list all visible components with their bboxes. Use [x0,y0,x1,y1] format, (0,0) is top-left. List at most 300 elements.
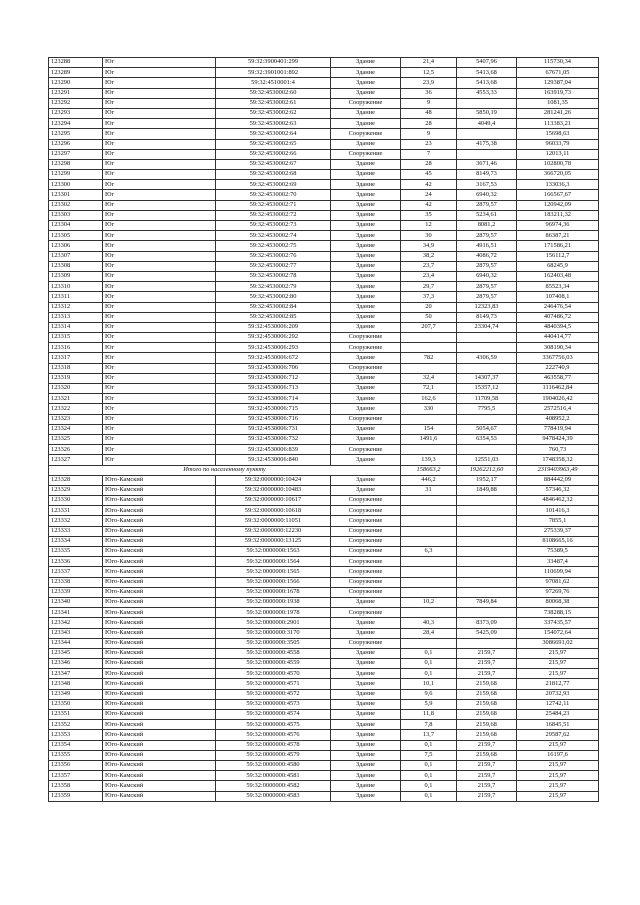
cell-object-type: Здание [331,108,401,118]
table-row [49,159,599,169]
cell-settlement: Юго-Камский [103,485,216,495]
cell-object-type: Здание [331,282,401,292]
cell-area: 162,6 [401,394,457,404]
cell-area: 31 [401,485,457,495]
table-row [49,434,599,444]
cell-area [401,526,457,536]
cell-settlement: Юг [103,210,216,220]
table-row [49,424,599,434]
cell-cadastral-number: 59:32:0000000:1565 [216,567,331,577]
cell-area: 28,4 [401,628,457,638]
table-row [49,88,599,98]
cell-cadastral-value: 1748358,32 [517,455,599,465]
cell-settlement: Юго-Камский [103,547,216,557]
table-row [49,679,599,689]
cell-cadastral-value: 156112,7 [517,251,599,261]
cell-cadastral-number: 59:32:0000000:4574 [216,710,331,720]
cell-area: 35 [401,210,457,220]
cell-object-type: Здание [331,710,401,720]
cell-row-number: 123288 [49,58,103,68]
cell-cadastral-number: 59:32:3900401:299 [216,58,331,68]
cell-object-type: Сооружение [331,149,401,159]
cell-cadastral-value: 308190,34 [517,343,599,353]
cell-settlement: Юго-Камский [103,587,216,597]
cell-object-type: Здание [331,689,401,699]
cell-unit-price: 1849,88 [457,485,517,495]
cell-object-type: Здание [331,791,401,801]
table-row [49,669,599,679]
table-row [49,659,599,669]
cell-cadastral-value: 2572516,4 [517,404,599,414]
cell-area: 23,4 [401,271,457,281]
cell-object-type: Здание [331,475,401,485]
cell-unit-price: 2159,7 [457,669,517,679]
cell-row-number: 123346 [49,659,103,669]
table-row [49,608,599,618]
cell-area: 5,9 [401,699,457,709]
cell-settlement: Юг [103,363,216,373]
table-section-yugo-kamsky [49,475,599,801]
cell-settlement: Юго-Камский [103,669,216,679]
cell-area: 207,7 [401,322,457,332]
cell-unit-price [457,536,517,546]
cell-cadastral-value: 215,97 [517,781,599,791]
cell-settlement: Юго-Камский [103,536,216,546]
cell-row-number: 123356 [49,760,103,770]
cell-unit-price [457,557,517,567]
cell-unit-price: 2159,68 [457,699,517,709]
cell-area: 40,3 [401,618,457,628]
cell-cadastral-number: 59:32:4530002:64 [216,129,331,139]
cell-cadastral-number: 59:32:0000000:4583 [216,791,331,801]
cell-cadastral-value: 1116462,84 [517,384,599,394]
cell-settlement: Юг [103,292,216,302]
cell-object-type: Здание [331,210,401,220]
cell-unit-price [457,129,517,139]
table-row [49,567,599,577]
cell-area: 42 [401,200,457,210]
table-row [49,485,599,495]
cell-unit-price [457,577,517,587]
cell-cadastral-value: 215,97 [517,771,599,781]
cell-settlement: Юг [103,333,216,343]
cell-unit-price: 8373,09 [457,618,517,628]
table-row [49,394,599,404]
cell-settlement: Юго-Камский [103,557,216,567]
cell-object-type: Здание [331,221,401,231]
cell-settlement: Юго-Камский [103,699,216,709]
cell-area [401,333,457,343]
cell-cadastral-value: 107408,1 [517,292,599,302]
cell-unit-price: 2159,68 [457,720,517,730]
table-row [49,282,599,292]
cell-cadastral-number: 59:32:0000000:4580 [216,760,331,770]
cell-object-type: Здание [331,648,401,658]
cell-cadastral-number: 59:32:4530006:714 [216,394,331,404]
cell-row-number: 123336 [49,557,103,567]
cell-area [401,577,457,587]
cell-row-number: 123344 [49,638,103,648]
cell-unit-price: 5054,67 [457,424,517,434]
cell-settlement: Юго-Камский [103,506,216,516]
cell-row-number: 123319 [49,373,103,383]
cell-cadastral-value: 463558,77 [517,373,599,383]
subtotal-value: 2319403963,49 [517,465,599,475]
cell-row-number: 123335 [49,547,103,557]
cell-cadastral-number: 59:32:0000000:4581 [216,771,331,781]
cell-row-number: 123355 [49,750,103,760]
cell-cadastral-value: 171586,21 [517,241,599,251]
cell-settlement: Юго-Камский [103,577,216,587]
cell-row-number: 123324 [49,424,103,434]
cell-row-number: 123341 [49,608,103,618]
table-row [49,241,599,251]
table-row [49,251,599,261]
table-row [49,210,599,220]
cell-object-type: Здание [331,322,401,332]
cell-cadastral-value: 166567,67 [517,190,599,200]
cell-object-type: Здание [331,485,401,495]
cell-row-number: 123306 [49,241,103,251]
cell-area: 45 [401,170,457,180]
table-row [49,58,599,68]
cell-cadastral-value: 29587,62 [517,730,599,740]
cell-cadastral-number: 59:32:4530002:71 [216,200,331,210]
cell-row-number: 123314 [49,322,103,332]
cell-row-number: 123289 [49,68,103,78]
cell-cadastral-value: 115730,34 [517,58,599,68]
cell-cadastral-value: 215,97 [517,669,599,679]
cell-area: 23,9 [401,78,457,88]
cell-cadastral-number: 59:32:0000000:4572 [216,689,331,699]
cell-object-type: Сооружение [331,129,401,139]
cell-object-type: Здание [331,261,401,271]
cell-cadastral-value: 154072,64 [517,628,599,638]
cell-cadastral-number: 59:32:0000000:4558 [216,648,331,658]
cell-row-number: 123315 [49,333,103,343]
cell-settlement: Юг [103,139,216,149]
cell-row-number: 123295 [49,129,103,139]
cell-object-type: Здание [331,771,401,781]
table-row [49,261,599,271]
cell-object-type: Здание [331,170,401,180]
cell-row-number: 123294 [49,119,103,129]
cell-object-type: Здание [331,760,401,770]
cell-cadastral-value: 25484,23 [517,710,599,720]
cell-cadastral-number: 59:32:4530002:78 [216,271,331,281]
cell-object-type: Сооружение [331,557,401,567]
cell-cadastral-number: 59:32:0000000:10483 [216,485,331,495]
cell-row-number: 123302 [49,200,103,210]
cell-area: 24 [401,190,457,200]
cell-area [401,506,457,516]
cell-area: 11,8 [401,710,457,720]
cell-cadastral-value: 407486,72 [517,312,599,322]
table-row [49,190,599,200]
cell-unit-price: 4553,33 [457,88,517,98]
subtotal-area: 158663,2 [401,465,457,475]
cell-area: 23,7 [401,261,457,271]
table-row [49,373,599,383]
cell-settlement: Юг [103,394,216,404]
cell-cadastral-number: 59:32:4530006:672 [216,353,331,363]
cell-row-number: 123317 [49,353,103,363]
cell-unit-price [457,98,517,108]
subtotal-label: Итого по населенному пункту [49,465,401,475]
cell-row-number: 123338 [49,577,103,587]
cell-unit-price: 2159,7 [457,791,517,801]
cell-row-number: 123350 [49,699,103,709]
cell-cadastral-value: 97269,76 [517,587,599,597]
cell-cadastral-value: 760,73 [517,445,599,455]
cell-area [401,516,457,526]
cell-unit-price: 2879,57 [457,200,517,210]
cell-object-type: Сооружение [331,98,401,108]
cell-object-type: Здание [331,597,401,607]
cell-cadastral-number: 59:32:0000000:1566 [216,577,331,587]
cell-settlement: Юго-Камский [103,760,216,770]
cell-row-number: 123326 [49,445,103,455]
cell-area: 7,5 [401,750,457,760]
cell-settlement: Юг [103,68,216,78]
cell-row-number: 123310 [49,282,103,292]
cell-unit-price: 4175,38 [457,139,517,149]
cell-row-number: 123327 [49,455,103,465]
cell-unit-price: 4306,59 [457,353,517,363]
cell-object-type: Сооружение [331,577,401,587]
cell-unit-price: 2159,68 [457,750,517,760]
cell-cadastral-value: 57346,32 [517,485,599,495]
cell-cadastral-value: 884442,09 [517,475,599,485]
cell-settlement: Юго-Камский [103,710,216,720]
cell-cadastral-value: 215,97 [517,648,599,658]
cell-row-number: 123301 [49,190,103,200]
cell-cadastral-number: 59:32:0000000:1564 [216,557,331,567]
cell-cadastral-value: 408952,2 [517,414,599,424]
cell-cadastral-number: 59:32:4530006:706 [216,363,331,373]
table-row [49,455,599,465]
cell-cadastral-value: 162403,48 [517,271,599,281]
cell-row-number: 123329 [49,485,103,495]
cell-cadastral-value: 183211,32 [517,210,599,220]
cell-unit-price: 6940,32 [457,190,517,200]
cell-object-type: Сооружение [331,414,401,424]
cell-cadastral-number: 59:32:0000000:4578 [216,740,331,750]
cell-row-number: 123299 [49,170,103,180]
cell-object-type: Здание [331,781,401,791]
cell-area: 9,6 [401,689,457,699]
cell-area [401,557,457,567]
property-table [48,57,599,802]
cell-object-type: Здание [331,302,401,312]
cell-cadastral-number: 59:32:3901001:892 [216,68,331,78]
cell-settlement: Юго-Камский [103,628,216,638]
cell-unit-price: 8149,73 [457,312,517,322]
cell-object-type: Сооружение [331,333,401,343]
cell-cadastral-value: 738288,15 [517,608,599,618]
table-row [49,791,599,801]
cell-cadastral-number: 59:32:0000000:3170 [216,628,331,638]
cell-unit-price: 3671,46 [457,159,517,169]
cell-area: 30 [401,231,457,241]
cell-cadastral-number: 59:32:4530002:77 [216,261,331,271]
cell-cadastral-value: 120942,09 [517,200,599,210]
cell-object-type: Здание [331,669,401,679]
cell-row-number: 123293 [49,108,103,118]
cell-settlement: Юг [103,343,216,353]
cell-settlement: Юго-Камский [103,730,216,740]
cell-cadastral-value: 102800,78 [517,159,599,169]
table-row [49,638,599,648]
cell-row-number: 123334 [49,536,103,546]
cell-row-number: 123342 [49,618,103,628]
cell-area [401,567,457,577]
cell-settlement: Юг [103,424,216,434]
cell-row-number: 123330 [49,496,103,506]
cell-object-type: Здание [331,231,401,241]
cell-cadastral-value: 80068,38 [517,597,599,607]
cell-cadastral-number: 59:32:4530002:76 [216,251,331,261]
subtotal-row [49,465,599,475]
cell-cadastral-value: 96033,79 [517,139,599,149]
table-row [49,506,599,516]
cell-unit-price: 11709,58 [457,394,517,404]
table-section-subtotal [49,465,599,475]
cell-row-number: 123353 [49,730,103,740]
cell-cadastral-number: 59:32:4530002:70 [216,190,331,200]
cell-area: 37,3 [401,292,457,302]
table-row [49,516,599,526]
cell-object-type: Здание [331,292,401,302]
cell-settlement: Юг [103,414,216,424]
table-row [49,710,599,720]
cell-row-number: 123292 [49,98,103,108]
cell-area: 12,5 [401,68,457,78]
cell-settlement: Юго-Камский [103,648,216,658]
cell-unit-price: 2159,68 [457,679,517,689]
cell-object-type: Сооружение [331,496,401,506]
table-row [49,292,599,302]
cell-cadastral-value: 337435,57 [517,618,599,628]
cell-area: 32,4 [401,373,457,383]
cell-settlement: Юго-Камский [103,750,216,760]
cell-row-number: 123303 [49,210,103,220]
cell-settlement: Юго-Камский [103,679,216,689]
cell-settlement: Юг [103,434,216,444]
cell-unit-price: 2159,7 [457,771,517,781]
cell-area: 10,1 [401,679,457,689]
cell-settlement: Юг [103,108,216,118]
cell-unit-price: 23304,74 [457,322,517,332]
cell-object-type: Здание [331,68,401,78]
table-row [49,119,599,129]
table-row [49,771,599,781]
cell-object-type: Здание [331,353,401,363]
cell-cadastral-value: 16845,51 [517,720,599,730]
cell-cadastral-number: 59:32:4530002:80 [216,292,331,302]
cell-area: 23 [401,139,457,149]
cell-cadastral-value: 281241,26 [517,108,599,118]
cell-unit-price: 8081,2 [457,221,517,231]
cell-cadastral-number: 59:32:4530002:73 [216,221,331,231]
cell-settlement: Юго-Камский [103,516,216,526]
cell-object-type: Сооружение [331,506,401,516]
cell-settlement: Юг [103,159,216,169]
cell-object-type: Здание [331,241,401,251]
cell-cadastral-value: 12742,11 [517,699,599,709]
cell-settlement: Юг [103,373,216,383]
cell-cadastral-value: 8108665,16 [517,536,599,546]
cell-unit-price: 7795,5 [457,404,517,414]
cell-settlement: Юго-Камский [103,475,216,485]
cell-area: 0,1 [401,760,457,770]
cell-area [401,608,457,618]
cell-cadastral-number: 59:32:4530002:84 [216,302,331,312]
cell-object-type: Здание [331,394,401,404]
cell-area: 21,4 [401,58,457,68]
cell-area: 12 [401,221,457,231]
cell-cadastral-value: 222740,9 [517,363,599,373]
cell-row-number: 123325 [49,434,103,444]
cell-unit-price [457,516,517,526]
cell-settlement: Юг [103,119,216,129]
cell-row-number: 123308 [49,261,103,271]
cell-cadastral-number: 59:32:4530006:712 [216,373,331,383]
cell-unit-price: 6940,32 [457,271,517,281]
cell-settlement: Юг [103,322,216,332]
cell-settlement: Юг [103,149,216,159]
table-row [49,730,599,740]
cell-row-number: 123339 [49,587,103,597]
cell-cadastral-value: 440414,77 [517,333,599,343]
cell-cadastral-value: 366720,05 [517,170,599,180]
cell-row-number: 123351 [49,710,103,720]
cell-row-number: 123333 [49,526,103,536]
table-row [49,322,599,332]
cell-row-number: 123354 [49,740,103,750]
cell-row-number: 123298 [49,159,103,169]
cell-cadastral-number: 59:32:4530002:67 [216,159,331,169]
cell-area: 28 [401,119,457,129]
cell-cadastral-value: 215,97 [517,740,599,750]
cell-row-number: 123343 [49,628,103,638]
cell-cadastral-number: 59:32:0000000:4573 [216,699,331,709]
cell-unit-price: 2159,7 [457,760,517,770]
table-row [49,577,599,587]
cell-settlement: Юго-Камский [103,638,216,648]
cell-area [401,445,457,455]
cell-area: 72,1 [401,384,457,394]
cell-cadastral-value: 778419,94 [517,424,599,434]
table-row [49,170,599,180]
cell-settlement: Юг [103,384,216,394]
table-row [49,587,599,597]
cell-area: 154 [401,424,457,434]
cell-area: 330 [401,404,457,414]
cell-unit-price: 2879,57 [457,282,517,292]
cell-object-type: Сооружение [331,526,401,536]
table-row [49,333,599,343]
cell-row-number: 123316 [49,343,103,353]
cell-cadastral-number: 59:32:4530002:60 [216,88,331,98]
cell-cadastral-number: 59:32:0000000:4576 [216,730,331,740]
cell-cadastral-number: 59:32:4530002:72 [216,210,331,220]
cell-cadastral-value: 113383,21 [517,119,599,129]
cell-settlement: Юго-Камский [103,791,216,801]
cell-object-type: Здание [331,679,401,689]
table-row [49,221,599,231]
cell-object-type: Здание [331,455,401,465]
